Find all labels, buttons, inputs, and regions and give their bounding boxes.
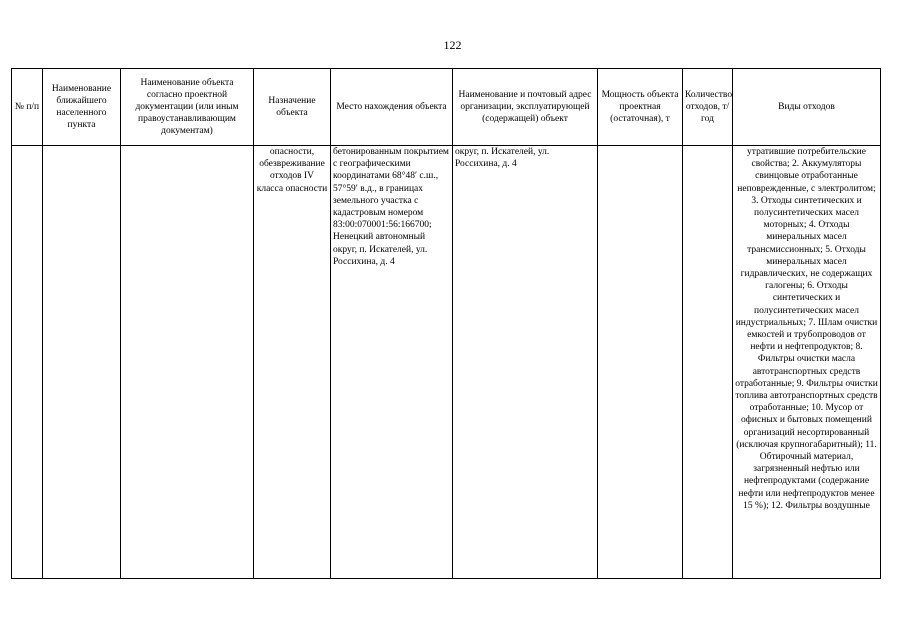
page-number: 122 (443, 38, 462, 52)
header-object-name: Наименование объекта согласно проектной документации (или иным правоустанавливающим документам) (121, 69, 254, 146)
header-capacity: Мощность объекта проектная (остаточная), т (598, 69, 683, 146)
cell-capacity (598, 146, 683, 579)
header-object-location: Место нахождения объекта (331, 69, 453, 146)
table-row (12, 146, 881, 579)
cell-waste-types: утратившие потребительские свойства; 2. Аккумуляторы свинцовые отработанные неповрежденные, с электролитом; 3. Отходы синтетических и полусинтетических масел моторных; 4. Отходы минеральных масел трансмиссионных; 5. Отходы минеральных масел гидравлических, не содержащих галогены; 6. Отходы синтетических и полусинтетических масел индустриальных; 7. Шлам очистки емкостей и трубопроводов от нефти и нефтепродуктов; 8. Фильтры очистки масла автотранспортных средств отработанные; 9. Фильтры очистки топлива автотранспортных средств отработанные; 10. Мусор от офисных и бытовых помещений организаций несортированный (исключая крупногабаритный); 11. Обтирочный материал, загрязненный нефтью или нефтепродуктами (содержание нефти или нефтепродуктов менее 15 %); 12. Фильтры воздушные (733, 146, 881, 579)
cell-object-purpose: опасности, обезвреживание отходов IV класса опасности (254, 146, 331, 579)
cell-nearest-settlement (43, 146, 121, 579)
cell-operator-organization: округ, п. Искателей, ул. Россихина, д. 4 (453, 146, 598, 579)
header-waste-types: Виды отходов (733, 69, 881, 146)
cell-object-name (121, 146, 254, 579)
header-nearest-settlement: Наименование ближайшего населенного пункта (43, 69, 121, 146)
header-operator-organization: Наименование и почтовый адрес организации, эксплуатирующей (содержащей) объект (453, 69, 598, 146)
cell-number (12, 146, 43, 579)
table-header-row (12, 69, 881, 146)
cell-waste-quantity (683, 146, 733, 579)
cell-object-location: бетонированным покрытием с географическими координатами 68°48′ с.ш., 57°59′ в.д., в границах земельного участка с кадастровым номером 83:00:070001:56:166700; Ненецкий автономный округ, п. Искателей, ул. Россихина, д. 4 (331, 146, 453, 579)
waste-facility-table (11, 68, 881, 579)
header-object-purpose: Назначение объекта (254, 69, 331, 146)
header-number: № п/п (12, 69, 43, 146)
header-waste-quantity: Количество отходов, т/год (683, 69, 733, 146)
